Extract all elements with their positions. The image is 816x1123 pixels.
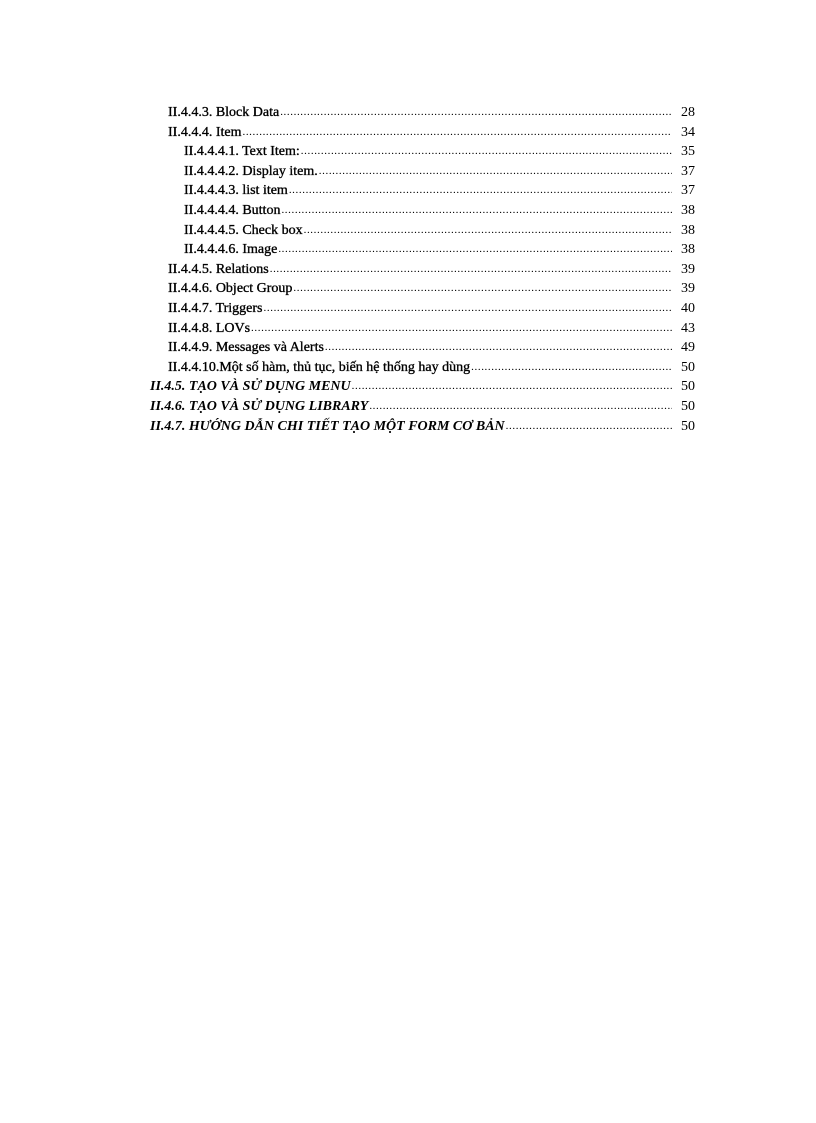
toc-entry-page: 34 xyxy=(681,124,695,140)
toc-entry-title: II.4.4.9. Messages và Alerts xyxy=(168,340,324,356)
toc-entry-page: 38 xyxy=(681,202,695,218)
toc-entry-title: II.4.4.4.6. Image xyxy=(184,242,278,258)
dot-leader xyxy=(471,358,672,378)
toc-entry-page: 43 xyxy=(681,320,695,336)
toc-entry-block-data[interactable] xyxy=(0,103,816,123)
toc-entry-text-item[interactable] xyxy=(0,142,816,162)
toc-entry-system-functions[interactable] xyxy=(0,358,816,378)
dot-leader xyxy=(278,240,672,260)
dot-leader xyxy=(301,142,672,162)
toc-entry-title: II.4.4.8. LOVs xyxy=(168,320,251,336)
toc-entry-basic-form-guide[interactable] xyxy=(0,417,816,437)
dot-leader xyxy=(506,417,672,437)
toc-entry-page: 50 xyxy=(681,359,695,375)
dot-leader xyxy=(304,221,672,241)
toc-entry-image[interactable] xyxy=(0,240,816,260)
toc-entry-object-group[interactable] xyxy=(0,279,816,299)
dot-leader xyxy=(319,162,672,182)
toc-entry-page: 28 xyxy=(681,105,695,120)
toc-entry-title: II.4.4.4.3. list item xyxy=(184,183,288,199)
dot-leader xyxy=(264,299,672,319)
toc-entry-page: 35 xyxy=(681,144,695,160)
toc-entry-title: II.4.4.10.Một số hàm, thủ tục, biến hệ thống hay dùng xyxy=(168,359,471,375)
toc-entry-page: 37 xyxy=(681,183,695,199)
toc-entry-page: 37 xyxy=(681,163,695,179)
toc-entry-check-box[interactable] xyxy=(0,221,816,241)
dot-leader xyxy=(289,181,672,201)
toc-entry-title: II.4.4.5. Relations xyxy=(168,261,269,277)
toc-entry-title: II.4.4.4.4. Button xyxy=(184,202,281,218)
dot-leader xyxy=(352,377,672,397)
toc-entry-item[interactable] xyxy=(0,123,816,143)
dot-leader xyxy=(251,319,672,339)
toc-entry-relations[interactable] xyxy=(0,260,816,280)
toc-entry-title: II.4.5. TẠO VÀ SỬ DỤNG MENU xyxy=(150,379,351,395)
toc-entry-page: 38 xyxy=(681,222,695,238)
dot-leader xyxy=(280,103,672,123)
toc-entry-title: II.4.4.4. Item xyxy=(168,124,242,140)
toc-entry-menu[interactable] xyxy=(0,377,816,397)
toc-entry-button[interactable] xyxy=(0,201,816,221)
toc-entry-messages-alerts[interactable] xyxy=(0,338,816,358)
toc-entry-list-item[interactable] xyxy=(0,181,816,201)
toc-entry-title: II.4.4.4.2. Display item. xyxy=(184,163,318,179)
toc-entry-page: 39 xyxy=(681,281,695,297)
toc-entry-display-item[interactable] xyxy=(0,162,816,182)
toc-entry-page: 50 xyxy=(681,418,695,434)
toc-entry-title: II.4.4.3. Block Data xyxy=(168,105,280,120)
toc-entry-title: II.4.4.7. Triggers xyxy=(168,300,263,316)
dot-leader xyxy=(242,123,672,143)
toc-entry-page: 50 xyxy=(681,379,695,395)
dot-leader xyxy=(325,338,672,358)
toc-entry-title: II.4.4.4.5. Check box xyxy=(184,222,303,238)
toc-entry-title: II.4.7. HƯỚNG DẪN CHI TIẾT TẠO MỘT FORM CƠ BẢN xyxy=(150,418,505,434)
toc-entry-page: 49 xyxy=(681,340,695,356)
toc-entry-title: II.4.6. TẠO VÀ SỬ DỤNG LIBRARY xyxy=(150,398,369,414)
dot-leader xyxy=(293,279,672,299)
toc-entry-title: II.4.4.6. Object Group xyxy=(168,281,293,297)
toc-entry-page: 50 xyxy=(681,398,695,414)
toc-entry-page: 40 xyxy=(681,300,695,316)
toc-entry-title: II.4.4.4.1. Text Item: xyxy=(184,144,300,160)
table-of-contents xyxy=(0,103,816,436)
toc-entry-library[interactable] xyxy=(0,397,816,417)
toc-entry-lovs[interactable] xyxy=(0,319,816,339)
dot-leader xyxy=(281,201,672,221)
toc-entry-page: 38 xyxy=(681,242,695,258)
dot-leader xyxy=(270,260,672,280)
dot-leader xyxy=(369,397,672,417)
toc-entry-page: 39 xyxy=(681,261,695,277)
toc-entry-triggers[interactable] xyxy=(0,299,816,319)
